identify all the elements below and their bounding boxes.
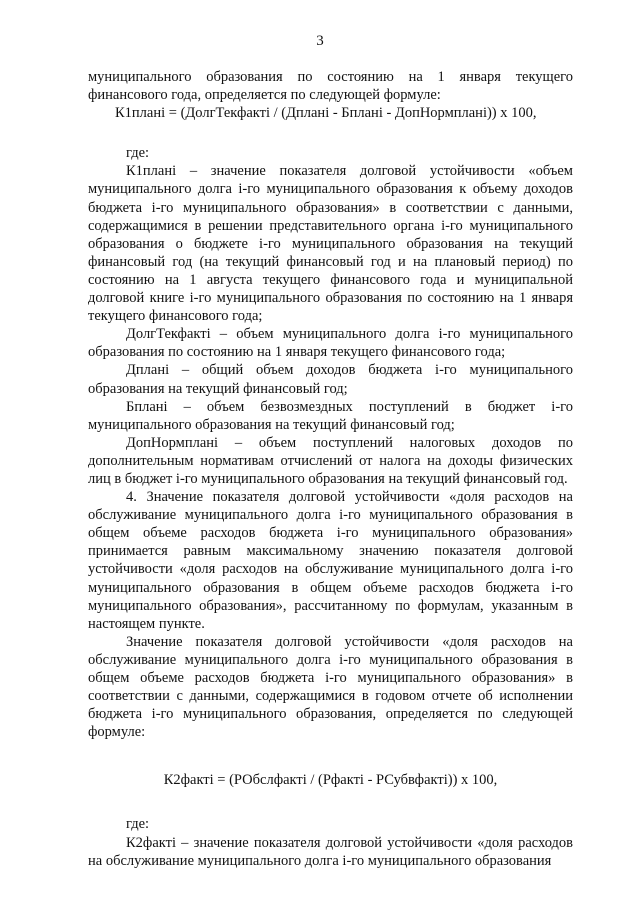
section-4-paragraph: 4. Значение показателя долговой устойчивости «доля расходов на обслуживание муниципального долга i-го муниципального образования в общем объеме расходов бюджета i-го муниципального образования» принимается равным максимальному значению показателя долговой устойчивости «доля расходов на обслуживание муниципального долга i-го муниципального образования в общем объеме расходов бюджета i-го муниципального образования», рассчитанному по формулам, указанным в настоящем пункте. [88, 489, 573, 632]
definition-dplan: Дплані – общий объем доходов бюджета i-го муниципального образования на текущий финансовый год; [88, 362, 573, 397]
paragraph-value-k2: Значение показателя долговой устойчивости «доля расходов на обслуживание муниципального долга i-го муниципального образования в общем объеме расходов бюджета i-го муниципального образования» в соответствии с данными, содержащимися в годовом отчете об исполнении бюджета i-го муниципального образования, определяется по следующей формуле: [88, 633, 573, 741]
formula-k1: К1плані = (ДолгТекфакті / (Дплані - Бплані - ДопНормплані)) х 100, [115, 105, 537, 122]
definition-dolgtek: ДолгТекфакті – объем муниципального долга i-го муниципального образования по состоянию на 1 января текущего финансового года; [88, 326, 573, 361]
document-body [88, 68, 573, 870]
page-number: 3 [316, 33, 324, 49]
definition-bplan: Бплані – объем безвозмездных поступлений в бюджет i-го муниципального образования на текущий финансовый год; [88, 398, 573, 433]
definition-k2: К2факті – значение показателя долговой устойчивости «доля расходов на обслуживание муниципального долга i-го муниципального образования [88, 834, 573, 869]
where-label: где: [126, 145, 150, 162]
formula-k2: К2факті = (РОбслфакті / (Рфакті - РСубвфакті)) х 100, [163, 772, 498, 789]
definition-dopnorm: ДопНормплані – объем поступлений налоговых доходов по дополнительным нормативам отчислений от налога на доходы физических лиц в бюджет i-го муниципального образования на текущий финансовый год. [88, 434, 573, 487]
paragraph-continuation: муниципального образования по состоянию на 1 января текущего финансового года, определяется по следующей формуле: [88, 69, 573, 104]
definition-k1: К1плані – значение показателя долговой устойчивости «объем муниципального долга i-го муниципального образования к объему доходов бюджета i-го муниципального образования» в соответствии с данными, содержащимися в решении представительного органа i-го муниципального образования о бюджете i-го муниципального образования на текущий финансовый год (на текущий финансовый год и на плановый период) по состоянию на 1 августа текущего финансового года и муниципальной долговой книге i-го муниципального образования по состоянию на 1 января текущего финансового года; [88, 163, 573, 325]
where-label-2: где: [126, 816, 150, 833]
